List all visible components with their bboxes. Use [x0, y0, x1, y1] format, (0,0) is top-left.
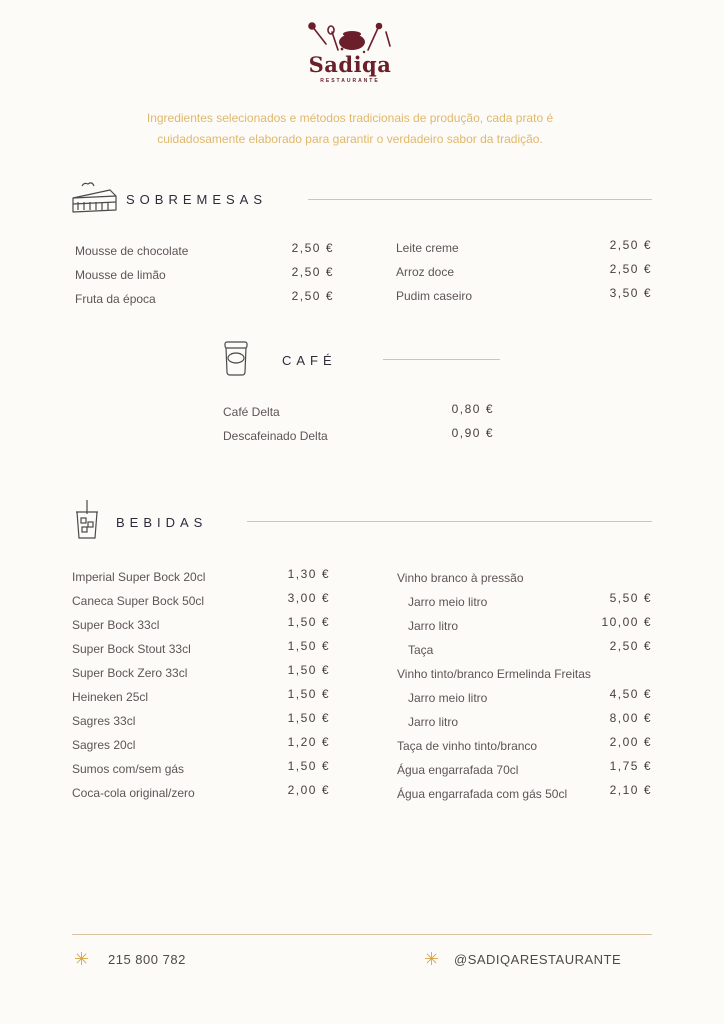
item-price: 3,50 €: [609, 286, 652, 300]
item-price: 1,50 €: [287, 615, 330, 629]
coffee-cup-icon: [220, 338, 252, 378]
item-price: 1,50 €: [287, 663, 330, 677]
item-price: 2,10 €: [609, 783, 652, 797]
sobremesas-rule: [308, 199, 652, 200]
iced-drink-icon: [72, 498, 102, 542]
list-item: Caneca Super Bock 50cl: [72, 594, 205, 608]
list-item: Sagres 33cl: [72, 714, 136, 728]
item-price: 2,50 €: [609, 262, 652, 276]
list-item: Super Bock 33cl: [72, 618, 160, 632]
item-price: 2,50 €: [609, 639, 652, 653]
logo: [290, 18, 410, 88]
list-item: Água engarrafada 70cl: [397, 763, 519, 777]
brand-subtitle: RESTAURANTE: [320, 78, 380, 84]
brand-name: Sadiqa: [308, 52, 392, 77]
list-item: Pudim caseiro: [396, 289, 473, 303]
item-price: 1,50 €: [287, 639, 330, 653]
list-item: Mousse de limão: [75, 268, 166, 282]
item-price: 5,50 €: [609, 591, 652, 605]
intro-line-1: Ingredientes selecionados e métodos tradicionais de produção, cada prato é: [146, 111, 554, 125]
list-item: Coca-cola original/zero: [72, 786, 195, 800]
item-price: 1,75 €: [609, 759, 652, 773]
list-item: Taça: [408, 643, 434, 657]
list-item: Leite creme: [396, 241, 459, 255]
item-price: 0,90 €: [451, 426, 494, 440]
list-item: Café Delta: [223, 405, 280, 419]
list-item: Descafeinado Delta: [223, 429, 328, 443]
bebidas-title: BEBIDAS: [116, 515, 208, 530]
asterisk-icon: ✳: [74, 949, 90, 969]
footer-phone[interactable]: 215 800 782: [108, 952, 186, 967]
list-item: Jarro meio litro: [408, 595, 488, 609]
item-price: 1,30 €: [287, 567, 330, 581]
item-price: 2,50 €: [291, 289, 334, 303]
list-item: Heineken 25cl: [72, 690, 149, 704]
logo-utensils-icon: [306, 22, 396, 56]
footer-social[interactable]: @SADIQARESTAURANTE: [454, 952, 622, 967]
item-price: 2,50 €: [291, 241, 334, 255]
list-item: Arroz doce: [396, 265, 455, 279]
list-item: Sumos com/sem gás: [72, 762, 185, 776]
list-item: Jarro litro: [408, 715, 459, 729]
list-item: Super Bock Stout 33cl: [72, 642, 191, 656]
list-item: Mousse de chocolate: [75, 244, 189, 258]
item-price: 2,50 €: [291, 265, 334, 279]
item-price: 4,50 €: [609, 687, 652, 701]
list-item: Sagres 20cl: [72, 738, 136, 752]
item-price: 1,20 €: [287, 735, 330, 749]
cafe-title: CAFÉ: [282, 353, 337, 368]
intro-line-2: cuidadosamente elaborado para garantir o verdadeiro sabor da tradição.: [157, 132, 543, 146]
asterisk-icon: ✳: [424, 949, 440, 969]
list-item: Super Bock Zero 33cl: [72, 666, 188, 680]
item-price: 1,50 €: [287, 711, 330, 725]
cafe-rule: [383, 359, 500, 360]
list-item: Vinho branco à pressão: [397, 571, 524, 585]
cake-slice-icon: [70, 180, 118, 216]
item-price: 2,00 €: [287, 783, 330, 797]
item-price: 8,00 €: [609, 711, 652, 725]
footer-rule: [72, 934, 652, 935]
list-item: Água engarrafada com gás 50cl: [397, 787, 568, 801]
item-price: 0,80 €: [451, 402, 494, 416]
item-price: 2,50 €: [609, 238, 652, 252]
item-price: 1,50 €: [287, 759, 330, 773]
item-price: 10,00 €: [601, 615, 652, 629]
bebidas-rule: [247, 521, 652, 522]
list-item: Fruta da época: [75, 292, 156, 306]
intro-text: [110, 108, 590, 150]
list-item: Jarro litro: [408, 619, 459, 633]
list-item: Jarro meio litro: [408, 691, 488, 705]
item-price: 2,00 €: [609, 735, 652, 749]
list-item: Imperial Super Bock 20cl: [72, 570, 206, 584]
list-item: Taça de vinho tinto/branco: [397, 739, 538, 753]
sobremesas-title: SOBREMESAS: [126, 192, 268, 207]
item-price: 3,00 €: [287, 591, 330, 605]
item-price: 1,50 €: [287, 687, 330, 701]
list-item: Vinho tinto/branco Ermelinda Freitas: [397, 667, 591, 681]
